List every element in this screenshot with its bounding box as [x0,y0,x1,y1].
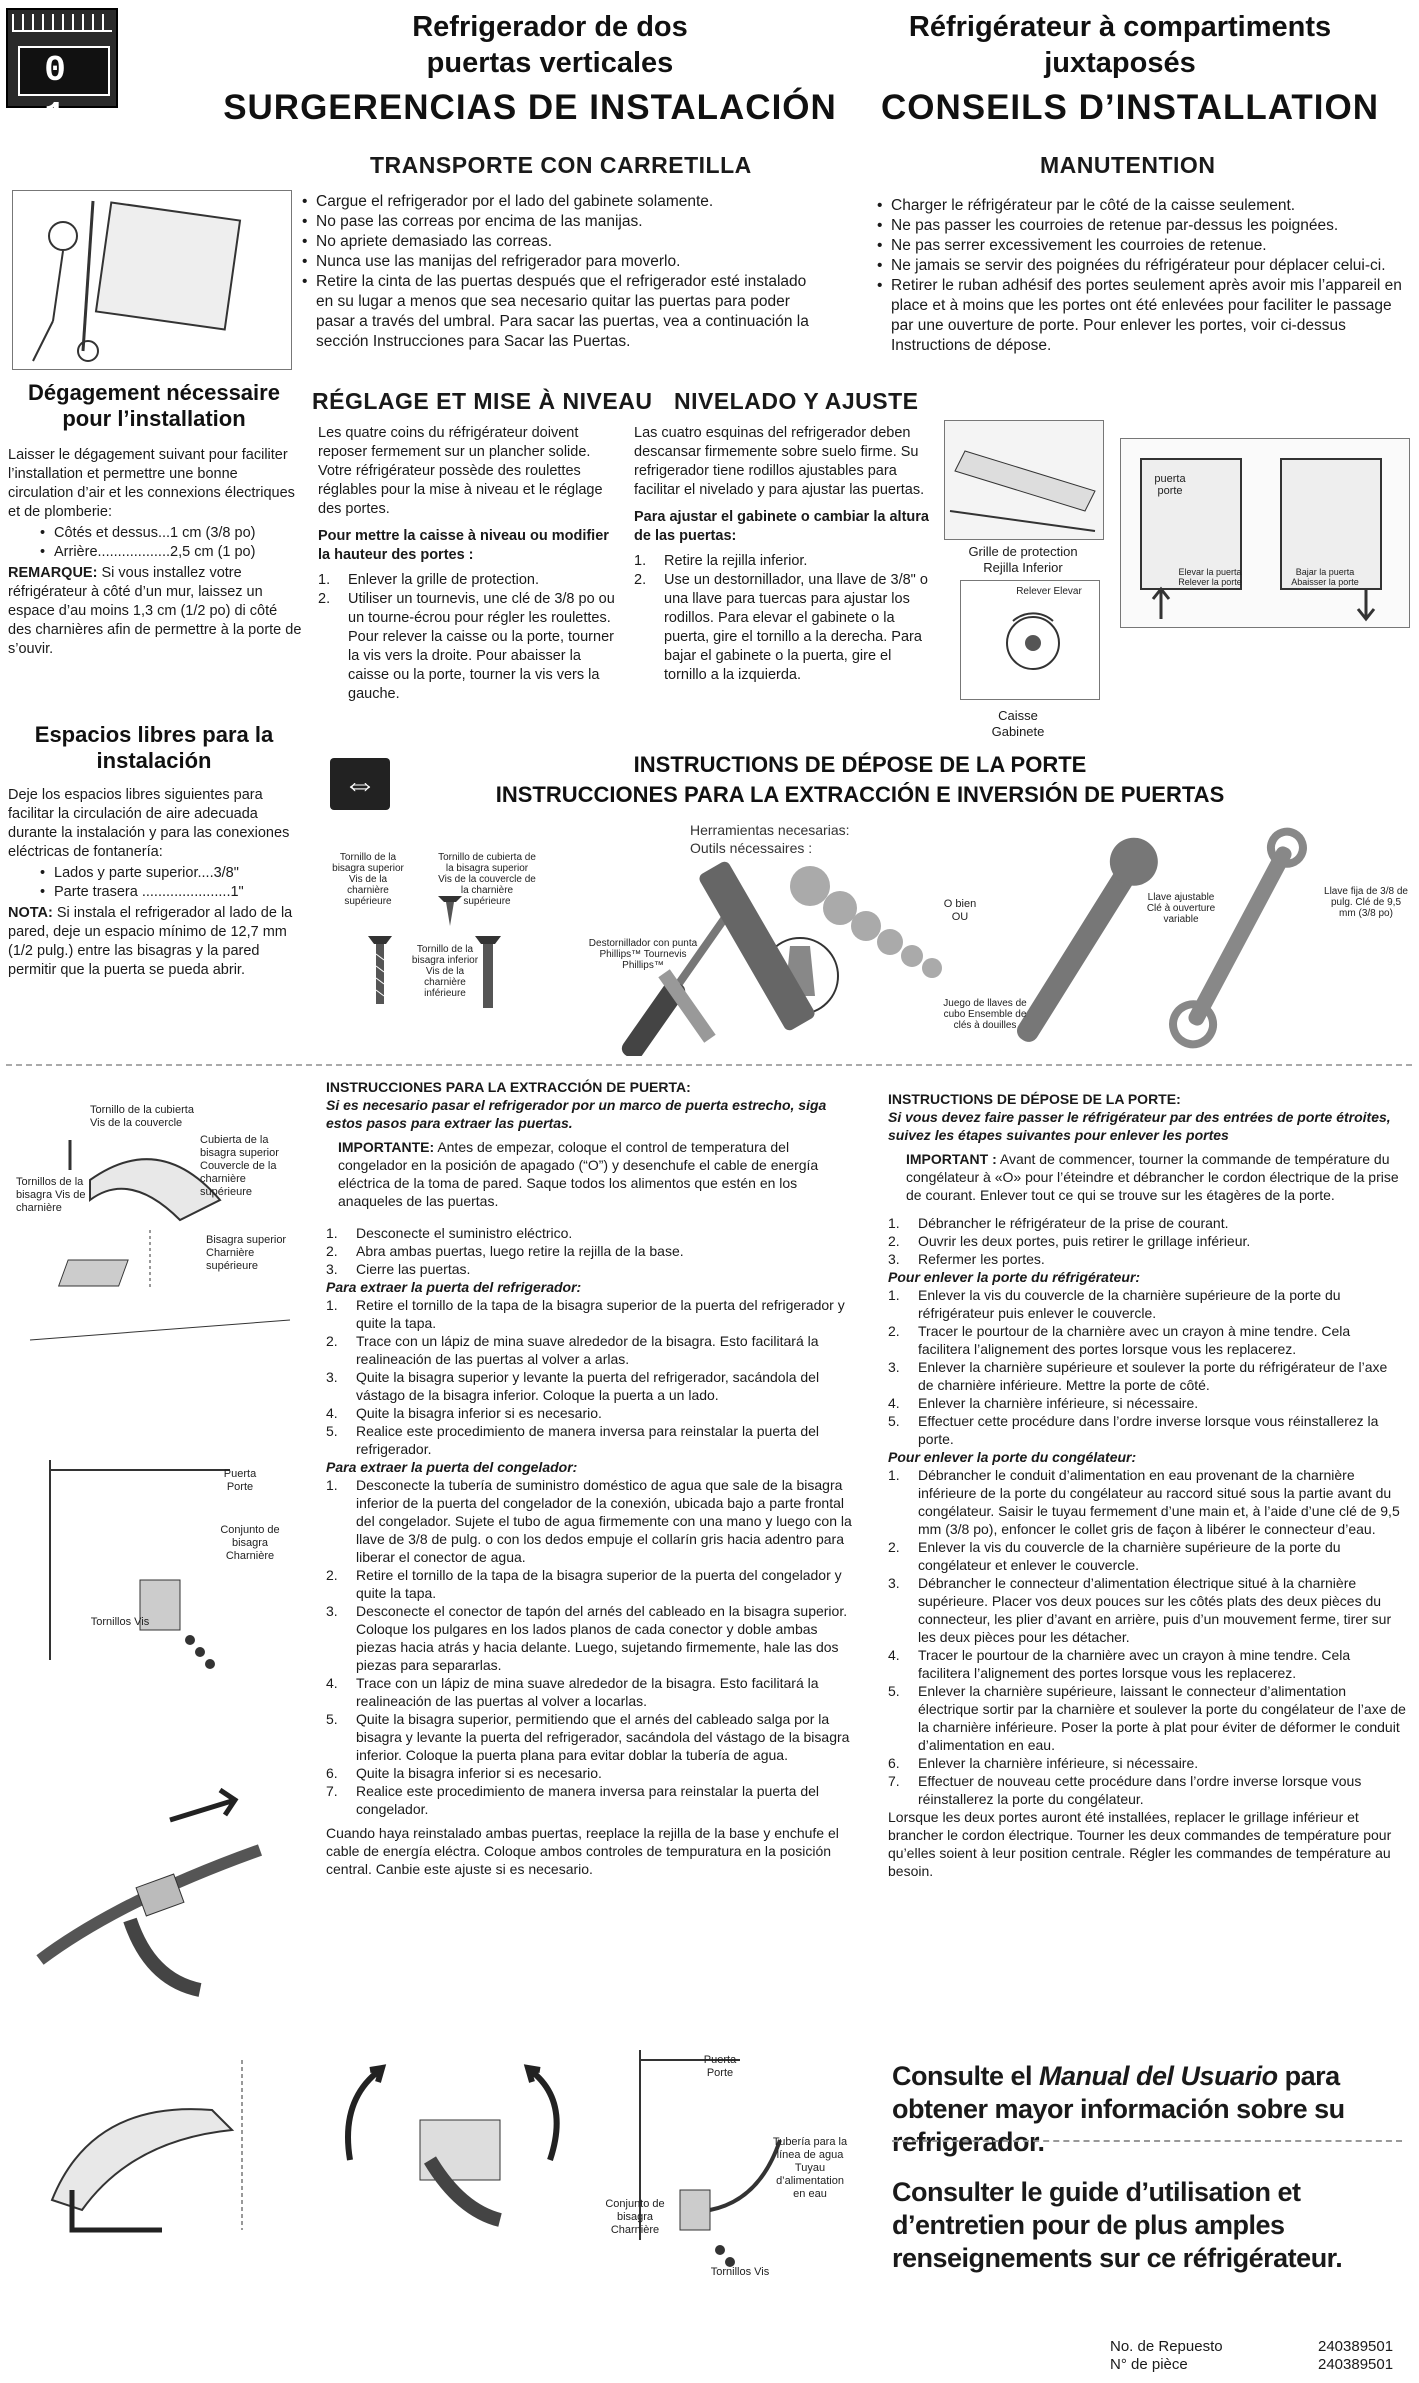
es-freezer-heading: Para extraer la puerta del congelador: [326,1459,578,1475]
fr-fridge-step: Enlever la charnière inférieure, si nécessaire. [918,1395,1199,1411]
lower-door-label: Bajar la puerta Abaisser la porte [1291,567,1359,587]
callout-es-a: Consulte el [892,2061,1040,2091]
tube-hinge-diagram [600,2040,860,2290]
clearance-fr-note-label: REMARQUE: [8,565,98,581]
transport-list-es [300,192,810,352]
grille-label-fr: Grille de protection [968,544,1078,559]
socket-label: Juego de llaves de cubo Ensemble de clés à douilles [943,998,1027,1031]
leveling-es: Las cuatro esquinas del refrigerador deben descansar firmemente sobre suelo firme. Su refrigerador tiene rodillos ajustables para facilitar el nivelado y para ajustar las puertas. Para ajustar el gabinete o cambiar la altura de las puertas: 1. Retire la rejilla inferior. 2. Use un destornillador, una llave de 3/8" o una llave para tuercas para ajustar los rodillos. Para elevar el gabinete o la puerta, gire el tornillo a la derecha. Para bajar el gabinete o la puerta, gire el tornillo a la izquierda. [634,424,936,685]
fr-fridge-step: Tracer le pourtour de la charnière avec un crayon à mine tendre. Cela facilitera l’alignement des portes lorsque vous les replacerez. [918,1323,1351,1357]
es-freezer-step: Desconecte la tubería de suministro doméstico de agua que sale de la bisagra inferior de la puerta del congelador de la conexión, ubicada bajo a parte frontal del congelador. Sujete el tubo de agua firmemente con una mano y luego con la llave de 3/8 de pulg. o con los dedos empuje el collarín gris hacia adentro para liberar el conector de agua. [356,1477,852,1565]
callout-es-c: para obtener mayor información sobre su refrigerador. [892,2061,1345,2157]
es-fridge-step: Realice este procedimiento de manera inversa para reinstalar la puerta del refrigerador. [356,1423,820,1457]
hinge-screws-label: Tornillos de la bisagra Vis de charnière [16,1176,86,1214]
grille-label-es: Rejilla Inferior [983,560,1063,575]
fr-fridge-step: Effectuer cette procédure dans l’ordre inverse lorsque vous réinstallerez la porte. [918,1413,1379,1447]
es-freezer-step: Realice este procedimiento de manera inversa para reinstalar la puerta del congelador. [356,1783,820,1817]
leveling-fr-step: Enlever la grille de protection. [348,572,540,588]
fr-freezer-step: Effectuer de nouveau cette procédure dans l’ordre inverse lorsque vous réinstallerez la porte du congélateur. [918,1773,1362,1807]
screw3-label: Tornillo de la bisagra inferior Vis de la charnière inférieure [411,944,479,999]
clearance-es-heading-2: instalación [96,748,212,773]
transport-heading-fr: MANUTENTION [1040,152,1216,178]
es-freezer-step: Quite la bisagra superior, permitiendo que el arnés del cableado salga por la bisagra y levante la puerta del refrigerador, sacándola del vástago de la bisagra inferior. Coloque la puerta plana para evitar doblar la tubería de agua. [356,1711,850,1763]
door-removal-heading-es: INSTRUCCIONES PARA LA EXTRACCIÓN E INVERSIÓN DE PUERTAS [495,782,1225,807]
fr-important: Avant de commencer, tourner la commande de température du congélateur à «O» pour l’éteindre et débrancher le cordon électrique de la prise de courant. Enlever tout ce qui se trouve sur les étagères de la porte. [906,1151,1399,1203]
water-tube-diagram [20,1760,280,2000]
raise-door-label: Elevar la puerta Relever la porte [1178,567,1242,587]
hinge-cover-label: Cubierta de la bisagra superior Couvercle de la charnière supérieure [200,1134,279,1198]
caisse-label-fr: Caisse [998,708,1038,723]
roller-illustration [960,580,1100,700]
leveling-fr-step: Utiliser un tournevis, une clé de 3/8 po ou un tourne-écrou pour régler les roulettes. Pour relever la caisse ou la porte, tourner la vis vers la droite. Pour abaisser la caisse ou la porte, tourner la vis vers la gauche. [348,591,615,702]
hinge-assembly-label: Conjunto de bisagra Charnière [220,1524,280,1562]
screws-label: Tornillos Vis [90,1616,150,1628]
door-label-2: porte [1157,485,1183,497]
tools-panel [320,816,1412,1056]
caisse-label [968,708,1068,740]
transport-es-item: • No pase las correas por encima de las manijas. [300,212,810,232]
leveling-fr: Les quatre coins du réfrigérateur doivent reposer fermement sur un plancher solide. Votre réfrigérateur possède des roulettes réglables pour la mise à niveau et le réglage des portes. Pour mettre la caisse à niveau ou modifier la hauteur des portes : 1. Enlever la grille de protection. 2. Utiliser un tournevis, une clé de 3/8 po ou un tourne-écrou pour régler les roulettes. Pour relever la caisse ou la porte, tourner la vis vers la droite. Pour abaisser la caisse ou la porte, tourner la vis vers la gauche. [318,424,618,704]
transport-fr-item: • Ne pas serrer excessivement les courroies de retenue. [875,236,1405,256]
fr-freezer-step: Débrancher le connecteur d’alimentation électrique situé à la charnière supérieure. Placer vos deux pouces sur les côtés plats des deux pièces du connecteur, les plier d’avant en arrière, puis d’un mouvement ferme, tirer sur les deux pièces pour les détacher. [918,1575,1392,1645]
fr-freezer-step: Enlever la charnière inférieure, si nécessaire. [918,1755,1199,1771]
arrows-icon: ⇔ [330,758,390,810]
transport-es-item: • Nunca use las manijas del refrigerador para moverlo. [300,252,810,272]
leveling-fr-intro: Les quatre coins du réfrigérateur doivent reposer fermement sur un plancher solide. Votre réfrigérateur possède des roulettes réglables pour la mise à niveau et le réglage des portes. [318,425,603,517]
leveling-es-intro: Las cuatro esquinas del refrigerador deben descansar firmemente sobre suelo firme. Su refrigerador tiene rodillos ajustables para facilitar el nivelado y para ajustar las puertas. [634,425,925,498]
es-freezer-step: Trace con un lápiz de mina suave alrededor de la bisagra. Esto facilitará la realineación de las puertas al volver a locarlas. [356,1675,819,1709]
fr-freezer-heading: Pour enlever la porte du congélateur: [888,1449,1137,1465]
screw1-label: Tornillo de la bisagra superior Vis de la charnière supérieure [332,852,404,907]
fr-fridge-step: Enlever la charnière supérieure et soulever la porte du réfrigérateur de l’axe de charnière inférieure. Mettre la porte de côté. [918,1359,1388,1393]
ruler-digits: 0 1 [18,46,110,96]
clearance-es-heading-1: Espacios libres para la [34,722,274,747]
clearance-fr-body [8,446,302,659]
adjustable-label: Llave ajustable Clé à ouverture variable [1146,892,1216,925]
fixed-wrench-label: Llave fija de 3/8 de pulg. Clé de 9,5 mm (3/8 po) [1324,886,1408,919]
hinge-lift-diagram [12,2040,302,2240]
fr-instructions: INSTRUCTIONS DE DÉPOSE DE LA PORTE: Si vous devez faire passer le réfrigérateur par des entrées de porte étroites, suivez les étapes suivantes pour enlever les portes IMPORTANT : Avant de commencer, tourner la commande de température du congélateur à «O» pour l’éteindre et débrancher le cordon électrique de la prise de courant. Enlever tout ce qui se trouve sur les étagères de la porte. 1. Débrancher le réfrigérateur de la prise de courant. 2. Ouvrir les deux portes, puis retirer le grillage inférieur. 3. Refermer les portes. Pour enlever la porte du réfrigérateur: 1. Enlever la vis du couvercle de la charnière supérieure de la porte du réfrigérateur puis enlever le couvercle. 2. Tracer le pourtour de la charnière avec un crayon à mine tendre. Cela facilitera l’alignement des portes lorsque vous les replacerez. 3. Enlever la charnière supérieure et soulever la porte du réfrigérateur de l’axe de charnière inférieure. Mettre la porte de côté. 4. Enlever la charnière inférieure, si nécessaire. 5. Effectuer cette procédure dans l’ordre inverse lorsque vous réinstallerez la porte. Pour enlever la porte du congélateur: 1. Débrancher le conduit d’alimentation en eau provenant de la charnière inférieure de la porte du congélateur au raccord situé sous la partie avant du congélateur. Saisir le tuyau fermement d’une main et, à l’aide d’une clé de 9,5 mm (3/8 po), enfoncer le collet gris de façon à libérer le connecteur d’eau. 2. Enlever la vis du couvercle de la charnière supérieure de la porte du congélateur et enlever le couvercle. 3. Débrancher le connecteur d’alimentation électrique situé à la charnière supérieure. Placer vos deux pouces sur les côtés plats des deux pièces du connecteur, les plier d’avant en arrière, puis d’un mouvement ferme, tirer sur les deux pièces pour les détacher. 4. Tracer le pourtour de la charnière avec un crayon à mine tendre. Cela facilitera l’alignement des portes lorsque vous les replacerez. 5. Enlever la charnière supérieure, laissant le connecteur d’alimentation électrique sortir par la charnière et soulever la porte du congélateur de l’axe de la charnière inférieure. Poser la porte à plat pour éviter de déformer le conduit d’alimentation en eau. 6. Enlever la charnière inférieure, si nécessaire. 7. Effectuer de nouveau cette procédure dans l’ordre inverse lorsque vous réinstallerez la porte du congélateur. Lorsque les deux portes auront été installées, replacer le grillage inférieur et brancher le cordon électrique. Tourner les deux commandes de température pour qu’elles soient à leur position centrale. Régler les commandes de température au besoin. [888,1091,1406,1879]
clearance-fr-heading [6,380,302,432]
clearance-fr-heading-2: pour l’installation [62,406,246,431]
door-removal-heading-fr: INSTRUCTIONS DE DÉPOSE DE LA PORTE [633,752,1087,777]
screw2-label: Tornillo de cubierta de la bisagra superior Vis de la couvercle de la charnière supérieure [438,852,536,907]
es-fridge-step: Quite la bisagra superior y levante la puerta del refrigerador, sacándola del vástago de la bisagra inferior. Coloque la puerta a un lado. [356,1369,820,1403]
es-step: Desconecte el suministro eléctrico. [356,1225,573,1241]
section-divider [6,1064,1412,1066]
leveling-heading-es: NIVELADO Y AJUSTE [674,388,919,414]
es-step: Abra ambas puertas, luego retire la rejilla de la base. [356,1243,684,1259]
es-important: Antes de empezar, coloque el control de temperatura del congelador en la posición de apagado (“O”) y desenchufe el cable de energía eléctrica de la toma de pared. Saque todos los alimentos que estén en los anaqueles de las puertas. [338,1139,819,1209]
leveling-es-step: Use un destornillador, una llave de 3/8" o una llave para tuercas para ajustar los rodillos. Para elevar el gabinete o la puerta, gire el tornillo a la derecha. Para bajar el gabinete o la puerta, gire el tornillo a la izquierda. [664,572,928,683]
leveling-es-sub: Para ajustar el gabinete o cambiar la altura de las puertas: [634,509,929,544]
fr-fridge-step: Enlever la vis du couvercle de la charnière supérieure de la porte du réfrigérateur puis enlever le couvercle. [918,1287,1341,1321]
clearance-fr-intro: Laisser le dégagement suivant pour faciliter l’installation et permettre une bonne circulation d’air et les connexions électriques et de plomberie: [8,447,295,520]
transport-es-item: • Retire la cinta de las puertas después que el refrigerador esté instalado en su lugar a menos que sea necesario quitar las puertas para poder pasar a través del umbral. Para sacar las puertas, vea a continuación la sección Instrucciones para Sacar las Puertas. [300,272,810,352]
clearance-fr-item: • Côtés et dessus...1 cm (3/8 po) [38,524,302,543]
fr-fridge-heading: Pour enlever la porte du réfrigérateur: [888,1269,1141,1285]
tube-hinge-assembly-label: Conjunto de bisagra Charnière [605,2198,665,2236]
tube-screws-label: Tornillos Vis [710,2266,770,2278]
transport-fr-item: • Charger le réfrigérateur par le côté de la caisse seulement. [875,196,1405,216]
clearance-es-note [8,904,302,980]
title-es-main: SURGERENCIAS DE INSTALACIÓN [223,88,837,127]
transport-fr-item: • Ne pas passer les courroies de retenue par-dessus les poignées. [875,216,1405,236]
fr-important-label: IMPORTANT : [906,1151,997,1167]
clearance-es-intro: Deje los espacios libres siguientes para facilitar la circulación de aire adecuada durante la instalación y para las conexiones eléctricas de fontanería: [8,787,290,860]
water-tube-label: Tubería para la línea de agua Tuyau d’alimentation en eau [772,2136,848,2200]
part-number-2: 240389501 [1318,2356,1394,2373]
leveling-fr-sub: Pour mettre la caisse à niveau ou modifier la hauteur des portes : [318,528,609,563]
cover-screw-label: Tornillo de la cubierta Vis de la couvercle [90,1104,194,1129]
es-instructions: INSTRUCCIONES PARA LA EXTRACCIÓN DE PUERTA: Si es necesario pasar el refrigerador por un marco de puerta estrecho, siga estos pasos para extraer las puertas. IMPORTANTE: Antes de empezar, coloque el control de temperatura del congelador en la posición de apagado (“O”) y desenchufe el cable de energía eléctrica de la toma de pared. Saque todos los alimentos que estén en los anaqueles de las puertas. 1. Desconecte el suministro eléctrico. 2. Abra ambas puertas, luego retire la rejilla de la base. 3. Cierre las puertas. Para extraer la puerta del refrigerador: 1. Retire el tornillo de la tapa de la bisagra superior de la puerta del refrigerador y quite la tapa. 2. Trace con un lápiz de mina suave alrededor de la bisagra. Esto facilitará la realineación de las puertas al volver a arlas. 3. Quite la bisagra superior y levante la puerta del refrigerador, sacándola del vástago de la bisagra inferior. Coloque la puerta a un lado. 4. Quite la bisagra inferior si es necesario. 5. Realice este procedimiento de manera inversa para reinstalar la puerta del refrigerador. Para extraer la puerta del congelador: 1. Desconecte la tubería de suministro doméstico de agua que sale de la bisagra inferior de la puerta del congelador de la conexión, ubicada bajo a parte frontal del congelador. Sujete el tubo de agua firmemente con una mano y luego con la llave de 3/8 de pulg. o con los dedos empuje el collarín gris hacia adentro para liberar el conector de agua. 2. Retire el tornillo de la tapa de la bisagra superior de la puerta del congelador y quite la tapa. 3. Desconecte el conector de tapón del arnés del cableado en la bisagra superior. Coloque los pulgares en los lados planos de cada conector y doble ambas piezas hacia atrás y hacia delante. Luego, sujetando firmemente, hale las dos piezas para separarlas. 4. Trace con un lápiz de mina suave alrededor de la bisagra. Esto facilitará la realineación de las puertas al volver a locarlas. 5. Quite la bisagra superior, permitiendo que el arnés del cableado salga por la bisagra y levante la puerta del refrigerador, sacándola del vástago de la bisagra inferior. Coloque la puerta plana para evitar doblar la tubería de agua. 6. Quite la bisagra inferior si es necesario. 7. Realice este procedimiento de manera inversa para reinstalar la puerta del congelador. Cuando haya reinstalado ambas puertas, reeplace la rejilla de la base y enchufe el cable de energía eléctra. Coloque ambos controles de tempuratura en la posición central. Canbie este ajuste si es necesario. [326,1078,856,1878]
es-instr-subheading: Si es necesario pasar el refrigerador por un marco de puerta estrecho, siga estos pasos para extraer las puertas. [326,1097,827,1131]
lower-hinge-diagram [10,1440,310,1680]
callout-divider [892,2140,1402,2142]
fr-step: Ouvrir les deux portes, puis retirer le grillage inférieur. [918,1233,1251,1249]
clearance-es-note-label: NOTA: [8,905,53,921]
fr-closing: Lorsque les deux portes auront été installées, replacer le grillage inférieur et brancher le cordon électrique. Tourner les deux commandes de température pour qu’elles soient à leur position centrale. Régler les commandes de température au besoin. [888,1809,1392,1879]
fr-step: Débrancher le réfrigérateur de la prise de courant. [918,1215,1229,1231]
door-lift-diagram [310,2040,600,2240]
clearance-fr-note [8,564,302,659]
tools-es: Herramientas necesarias: [690,822,850,838]
door-height-illustration [1120,438,1410,628]
es-closing: Cuando haya reinstalado ambas puertas, reeplace la rejilla de la base y enchufe el cable de energía eléctra. Coloque ambos controles de tempuratura en la posición central. Canbie este ajuste si es necesario. [326,1825,839,1877]
callout-fr: Consulter le guide d’utilisation et d’entretien pour de plus amples renseignements sur ce réfrigérateur. [892,2177,1343,2273]
ruler-logo [6,8,118,137]
grille-illustration [944,420,1104,540]
transport-es-item: • No apriete demasiado las correas. [300,232,810,252]
fr-instr-heading: INSTRUCTIONS DE DÉPOSE DE LA PORTE: [888,1091,1181,1107]
tools-fr: Outils nécessaires : [690,840,813,856]
title-fr-line2: juxtaposés [1044,47,1196,79]
top-hinge-label: Bisagra superior Charnière supérieure [206,1234,287,1272]
clearance-es-item: • Lados y parte superior....3/8" [38,864,302,883]
es-fridge-heading: Para extraer la puerta del refrigerador: [326,1279,582,1295]
leveling-es-step: Retire la rejilla inferior. [664,553,808,569]
or-label: O bien OU [943,898,977,923]
es-important-label: IMPORTANTE: [338,1139,435,1155]
clearance-es-heading [6,722,302,774]
clearance-fr-note-text: Si vous installez votre réfrigérateur à côté d’un mur, laissez un espace d’au moins 1,3 cm (1/2 po) di côté des charnières afin de permettre à la porte de s’ouvir. [8,565,302,657]
es-fridge-step: Quite la bisagra inferior si es necesario. [356,1405,602,1421]
fr-freezer-step: Tracer le pourtour de la charnière avec un crayon à mine tendre. Cela facilitera l’alignement des portes lorsque vous les replacerez. [918,1647,1351,1681]
title-fr-main: CONSEILS D’INSTALLATION [880,88,1380,127]
es-step: Cierre las puertas. [356,1261,471,1277]
fr-instr-subheading: Si vous devez faire passer le réfrigérateur par des entrées de porte étroites, suivez les étapes suivantes pour enlever les portes [888,1109,1391,1143]
clearance-fr-heading-1: Dégagement nécessaire [28,380,280,405]
title-es-line1: Refrigerador de dos [412,11,688,43]
fixed-wrench-icon [1166,824,1312,1051]
screwdriver-label: Destornillador con punta Phillips™ Tournevis Phillips™ [588,938,698,971]
grille-label [938,544,1108,576]
transport-list-fr [875,196,1405,356]
leveling-heading-fr: RÉGLAGE ET MISE À NIVEAU [312,388,653,414]
part-number-fr-label: N° de pièce [1110,2356,1188,2373]
es-freezer-step: Desconecte el conector de tapón del arnés del cableado en la bisagra superior. Coloque los pulgares en los lados planos de cada conector y doble ambas piezas hacia atrás y hacia delante. Luego, sujetando firmemente, hale las dos piezas para separarlas. [356,1603,848,1673]
fr-step: Refermer les portes. [918,1251,1045,1267]
es-fridge-step: Retire el tornillo de la tapa de la bisagra superior de la puerta del refrigerador y quite la tapa. [356,1297,845,1331]
hinge-screw-icon [368,936,392,1004]
caisse-label-es: Gabinete [991,724,1045,739]
fr-freezer-step: Enlever la charnière supérieure, laissant le connecteur d’alimentation électrique sortir par la charnière et soulever la porte du congélateur de l’axe de la charnière inférieure. Poser la porte à plat pour éviter de déformer le conduit d’alimentation en eau. [918,1683,1406,1753]
fr-freezer-step: Débrancher le conduit d’alimentation en eau provenant de la charnière inférieure de la porte du congélateur au raccord situé sous la partie avant du congélateur. Saisir le tuyau fermement d’une main et, à l’aide d’une clé de 9,5 mm (3/8 po), enfoncer le collet gris de façon à libérer le connecteur d’eau. [918,1467,1400,1537]
es-instr-heading: INSTRUCCIONES PARA LA EXTRACCIÓN DE PUERTA: [326,1079,691,1095]
raise-label: Relever Elevar [1016,586,1082,597]
transport-es-item: • Cargue el refrigerador por el lado del gabinete solamente. [300,192,810,212]
door-label: Puerta Porte [223,1468,257,1493]
fr-freezer-step: Enlever la vis du couvercle de la charnière supérieure de la porte du congélateur et enlever le couvercle. [918,1539,1341,1573]
clearance-fr-item: • Arrière..................2,5 cm (1 po) [38,543,302,562]
es-freezer-step: Retire el tornillo de la tapa de la bisagra superior de la puerta del congelador y quite la tapa. [356,1567,842,1601]
hinge-cover-diagram [10,1090,310,1360]
title-es-line2: puertas verticales [426,47,674,79]
es-freezer-step: Quite la bisagra inferior si es necesario. [356,1765,602,1781]
clearance-es-note-text: Si instala el refrigerador al lado de la pared, deje un espacio mínimo de 12,7 mm (1/2 pulg.) entre las bisagras y la pared permitir que la puerta se pueda abrir. [8,905,293,978]
clearance-es-body [8,786,302,980]
transport-fr-item: • Ne jamais se servir des poignées du réfrigérateur pour déplacer celui-ci. [875,256,1405,276]
callout-es-manual: Manual del Usuario [1039,2061,1278,2091]
es-fridge-step: Trace con un lápiz de mina suave alrededor de la bisagra. Esto facilitará la realineación de las puertas al volver a arlas. [356,1333,819,1367]
tube-door-label: Puerta Porte [703,2054,737,2079]
door-label-1: puerta [1154,473,1186,485]
part-number-1: 240389501 [1318,2338,1394,2355]
clearance-es-item: • Parte trasera ......................1" [38,883,302,902]
title-fr-line1: Réfrigérateur à compartiments [908,11,1332,43]
dolly-illustration [12,190,292,370]
transport-fr-item: • Retirer le ruban adhésif des portes seulement après avoir mis l’appareil en place et à moins que les portes ont été enlevées pour faciliter le passage par une ouverture de porte. Pour enlever les portes, voir ci-dessus Instructions de dépose. [875,276,1405,356]
callout-es [892,2060,1406,2159]
transport-heading-es: TRANSPORTE CON CARRETILLA [370,152,752,178]
part-number-es-label: No. de Repuesto [1110,2338,1223,2355]
